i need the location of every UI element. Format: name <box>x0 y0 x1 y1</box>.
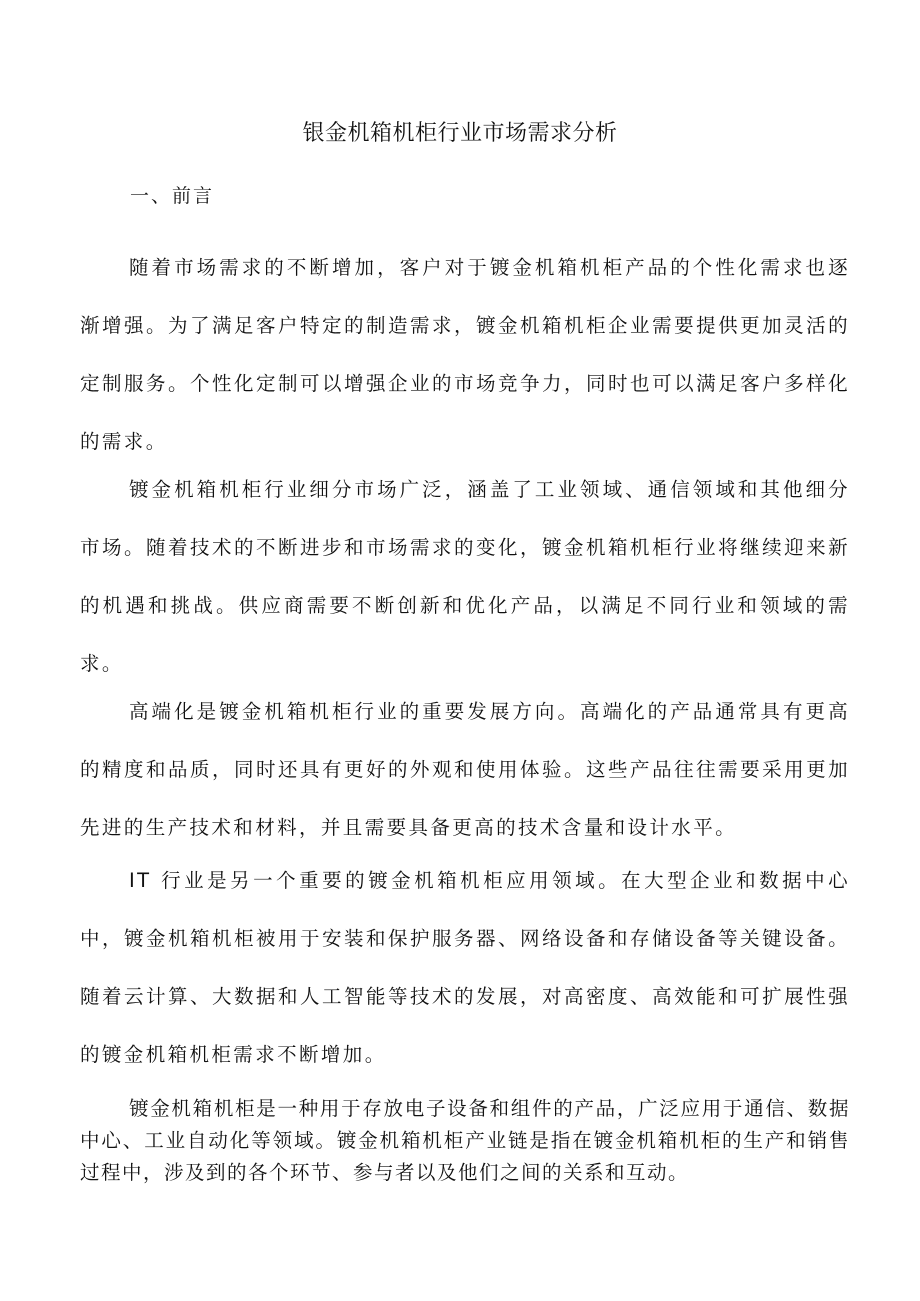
document-title: 银金机箱机柜行业市场需求分析 <box>302 121 618 146</box>
paragraph-1: 随着市场需求的不断增加，客户对于镀金机箱机柜产品的个性化需求也逐渐增强。为了满足客户特定的制造需求，镀金机箱机柜企业需要提供更加灵活的定制服务。个性化定制可以增强企业的市场竞争力，同时也可以满足客户多样化的需求。 <box>80 256 850 453</box>
section-heading: 一、前言 <box>130 185 215 207</box>
paragraph-4: IT 行业是另一个重要的镀金机箱机柜应用领域。在大型企业和数据中心中，镀金机箱机柜被用于安装和保护服务器、网络设备和存储设备等关键设备。随着云计算、大数据和人工智能等技术的发展，对高密度、高效能和可扩展性强的镀金机箱机柜需求不断增加。 <box>80 869 850 1066</box>
paragraph-5: 镀金机箱机柜是一种用于存放电子设备和组件的产品，广泛应用于通信、数据中心、工业自动化等领域。镀金机箱机柜产业链是指在镀金机箱机柜的生产和销售过程中，涉及到的各个环节、参与者以及他们之间的关系和互动。 <box>80 1097 850 1184</box>
paragraph-3: 高端化是镀金机箱机柜行业的重要发展方向。高端化的产品通常具有更高的精度和品质，同时还具有更好的外观和使用体验。这些产品往往需要采用更加先进的生产技术和材料，并且需要具备更高的技术含量和设计水平。 <box>80 700 850 839</box>
paragraph-2: 镀金机箱机柜行业细分市场广泛，涵盖了工业领域、通信领域和其他细分市场。随着技术的不断进步和市场需求的变化，镀金机箱机柜行业将继续迎来新的机遇和挑战。供应商需要不断创新和优化产品，以满足不同行业和领域的需求。 <box>80 478 850 675</box>
